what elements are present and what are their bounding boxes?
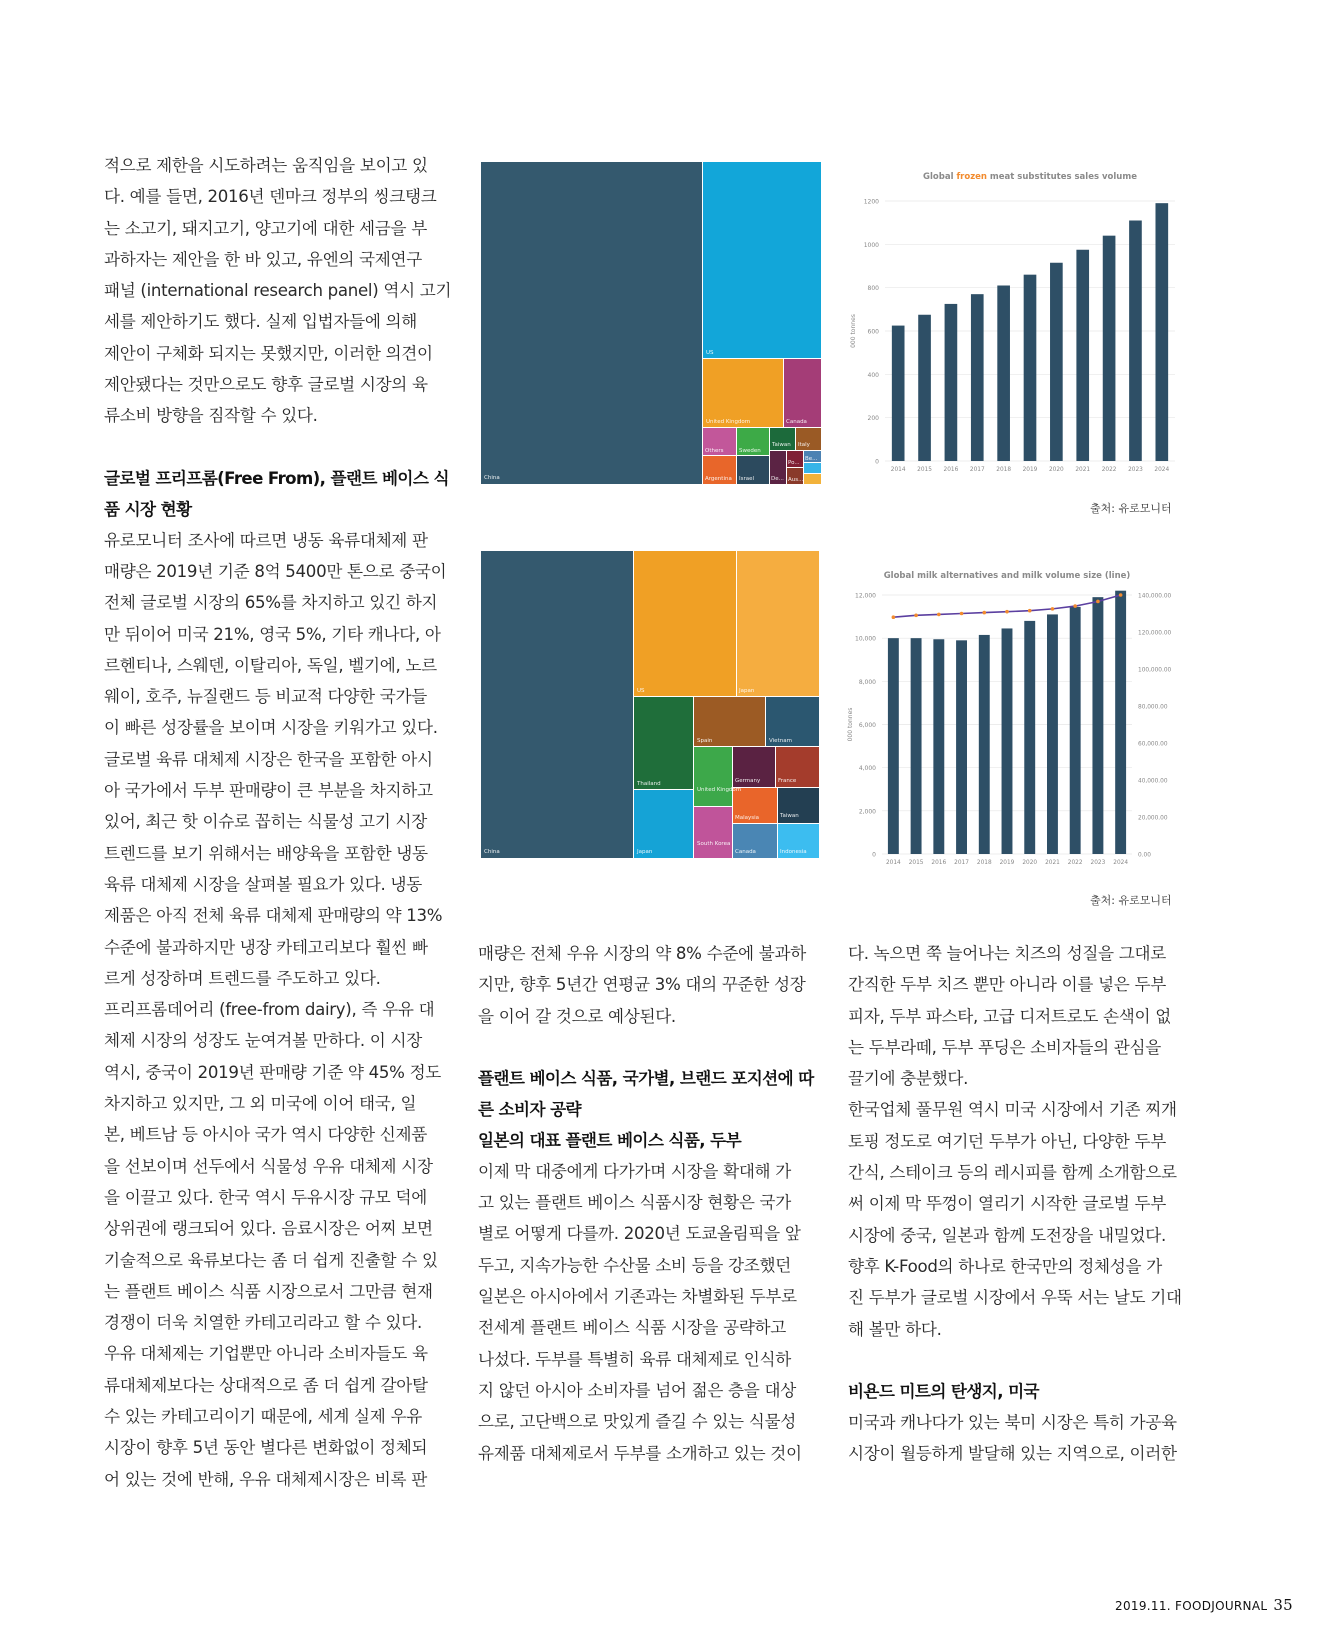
bar — [888, 638, 899, 854]
bar — [997, 286, 1010, 462]
y2-tick-label: 80,000.00 — [1138, 704, 1168, 711]
y-tick-label: 12,000 — [855, 592, 876, 600]
x-tick-label: 2022 — [1067, 860, 1083, 866]
bar — [956, 640, 967, 854]
bar — [1129, 221, 1142, 462]
treemap-frozen-meat-by-country — [481, 162, 821, 484]
treemap-label: Thailand — [637, 781, 661, 787]
treemap-label: US — [637, 688, 645, 694]
series-line — [893, 595, 1120, 617]
text-column-2 — [478, 938, 825, 1469]
x-tick-label: 2020 — [1022, 860, 1038, 866]
line-marker — [1028, 609, 1032, 613]
treemap-label: United Kingdom — [697, 787, 742, 793]
y2-tick-label: 100,000.00 — [1138, 667, 1172, 674]
y-tick-label: 0 — [875, 458, 879, 466]
y-tick-label: 800 — [867, 285, 879, 293]
y-tick-label: 200 — [867, 415, 879, 423]
y2-tick-label: 40,000.00 — [1138, 778, 1168, 785]
line-marker — [937, 613, 941, 617]
treemap-label: Canada — [786, 419, 807, 425]
treemap-cell-uk — [694, 747, 732, 806]
paragraph: 유로모니터 조사에 따르면 냉동 육류대체제 판 매량은 2019년 기준 8억 5400만 톤으로 중국이 전체 글로벌 시장의 65%를 차지하고 있긴 하지 만 뒤이어 미국 21%, 영국 5%, 기타 캐나다, 아 르헨티나, 스웨덴, 이탈리아, 독일, 벨기에, 노르 웨이, 호주, 뉴질랜드 등 비교적 다양한 국가들 이 빠른 성장률을 보이며 시장을 키워가고 있다. 글로벌 육류 대체제 시장은 한국을 포함한 아시 아 국가에서 두부 판매량이 큰 부분을 차지하고 있어, 최근 핫 이슈로 꼽히는 식물성 고기 시장 트렌드를 보기 위해서는 배양육을 포함한 냉동 육류 대체제 시장을 살펴볼 필요가 있다. 냉동 제품은 아직 전체 육류 대체제 판매량의 약 13% 수준에 불과하지만 냉장 카테고리보다 훨씬 빠 르게 성장하며 트렌드를 주도하고 있다. — [104, 530, 447, 988]
bar — [945, 304, 958, 461]
line-marker — [1051, 607, 1055, 611]
source-label: 출처: 유로모니터 — [1090, 502, 1172, 515]
bar — [1070, 607, 1081, 854]
treemap-cell-china — [481, 162, 702, 484]
bar — [1024, 621, 1035, 854]
bar — [1115, 591, 1126, 854]
treemap-label: De... — [771, 476, 784, 482]
paragraph: 매량은 전체 우유 시장의 약 8% 수준에 불과하 지만, 향후 5년간 연평균 3% 대의 꾸준한 성장 을 이어 갈 것으로 예상된다. — [478, 944, 806, 1026]
bar — [1002, 628, 1013, 854]
x-tick-label: 2017 — [954, 860, 969, 866]
treemap-label: Argentina — [705, 476, 732, 482]
bar — [892, 326, 905, 461]
line-marker — [1073, 604, 1077, 608]
treemap-label: US — [706, 350, 714, 356]
treemap-label: Taiwan — [780, 813, 799, 819]
line-marker — [982, 611, 986, 615]
bar — [979, 635, 990, 854]
x-tick-label: 2018 — [996, 467, 1012, 473]
y2-tick-label: 0.00 — [1138, 852, 1151, 859]
treemap-label: China — [484, 849, 500, 855]
bar — [933, 639, 944, 854]
treemap-cell-small-2 — [804, 474, 821, 484]
line-marker — [1005, 610, 1009, 614]
bar — [1047, 614, 1058, 854]
sub-heading: 일본의 대표 플랜트 베이스 식품, 두부 — [478, 1130, 742, 1150]
y-tick-label: 600 — [867, 328, 879, 336]
x-tick-label: 2023 — [1090, 860, 1106, 866]
x-tick-label: 2016 — [931, 860, 947, 866]
treemap-label: Germany — [735, 778, 761, 784]
x-tick-label: 2014 — [885, 860, 901, 866]
x-tick-label: 2024 — [1113, 860, 1129, 866]
y-tick-label: 4,000 — [858, 765, 876, 773]
treemap-label: Spain — [697, 738, 713, 744]
bar — [971, 294, 984, 461]
line-marker — [892, 615, 896, 619]
x-tick-label: 2021 — [1075, 467, 1091, 473]
bar — [1076, 250, 1089, 461]
bar — [1155, 203, 1168, 461]
bar-line-chart-milk-alternatives — [840, 562, 1190, 877]
treemap-label: Canada — [735, 849, 756, 855]
treemap-cell-uk — [703, 359, 783, 427]
y-tick-label: 10,000 — [855, 635, 876, 643]
treemap-label: Malaysia — [735, 815, 760, 821]
page-footer — [1115, 1596, 1293, 1614]
treemap-label: Vietnam — [769, 738, 792, 744]
x-tick-label: 2016 — [943, 467, 959, 473]
paragraph: 미국과 캐나다가 있는 북미 시장은 특히 가공육 시장이 월등하게 발달해 있는 지역으로, 이러한 — [848, 1412, 1177, 1464]
y2-tick-label: 140,000.00 — [1138, 593, 1172, 600]
treemap-cell-thailand — [634, 697, 693, 789]
y-tick-label: 1200 — [863, 198, 879, 206]
bar — [918, 315, 931, 461]
treemap-label: China — [484, 475, 500, 481]
bar — [1092, 597, 1103, 854]
line-marker — [914, 614, 918, 618]
chart-title: Global milk alternatives and milk volume size (line) — [883, 571, 1131, 581]
paragraph: 프리프롬데어리 (free-from dairy), 즉 우유 대 체제 시장의 성장도 눈여겨볼 만하다. 이 시장 역시, 중국이 2019년 판매량 기준 약 45% 정도 차지하고 있지만, 그 외 미국에 이어 태국, 일 본, 베트남 등 아시아 국가 역시 다양한 신제품 을 선보이며 선두에서 식물성 우유 대체제 시장 을 이끌고 있다. 한국 역시 두유시장 규모 덕에 상위권에 랭크되어 있다. 음료시장은 어찌 보면 기술적으로 육류보다는 좀 더 쉽게 진출할 수 있 는 플랜트 베이스 식품 시장으로서 그만큼 현재 경쟁이 더욱 치열한 카테고리라고 할 수 있다. 우유 대체제는 기업뿐만 아니라 소비자들도 육 류대체제보다는 상대적으로 좀 더 쉽게 갈아탈 수 있는 카테고리이기 때문에, 세계 실제 우유 시장이 향후 5년 동안 별다른 변화없이 정체되 어 있는 것에 반해, 우유 대체제시장은 비록 판 — [104, 1000, 442, 1489]
bar-chart-frozen-meat-substitutes — [845, 163, 1185, 483]
treemap-label: Be... — [805, 456, 818, 462]
paragraph: 다. 녹으면 쭉 늘어나는 치즈의 성질을 그대로 간직한 두부 치즈 뿐만 아니라 이를 넣은 두부 피자, 두부 파스타, 고급 디저트로도 손색이 없 는 두부라떼, 두부 푸딩은 소비자들의 관심을 끌기에 충분했다. 한국업체 풀무원 역시 미국 시장에서 기존 찌개 토핑 정도로 여기던 두부가 아닌, 다양한 두부 간식, 스테이크 등의 레시피를 함께 소개함으로 써 이제 막 뚜껑이 열리기 시작한 글로벌 두부 시장에 중국, 일본과 함께 도전장을 내밀었다. 향후 K-Food의 하나로 한국만의 정체성을 가 진 두부가 글로벌 시장에서 우뚝 서는 날도 기대 해 볼만 하다. — [848, 944, 1182, 1339]
line-marker — [1119, 593, 1123, 597]
x-tick-label: 2024 — [1154, 467, 1170, 473]
page-number: 35 — [1273, 1596, 1293, 1614]
y-axis-label: 000 tonnes — [847, 707, 854, 742]
bar — [1050, 263, 1063, 461]
treemap-cell-korea — [694, 807, 732, 858]
treemap-cell-us — [634, 551, 736, 696]
y-tick-label: 2,000 — [858, 808, 876, 816]
y-tick-label: 8,000 — [858, 678, 876, 686]
treemap-milk-alternatives-by-country — [481, 551, 819, 858]
treemap-label: United Kingdom — [706, 419, 751, 425]
treemap-label: France — [778, 778, 797, 784]
treemap-cell-small-1 — [804, 463, 821, 473]
treemap-label: South Korea — [697, 841, 731, 847]
treemap-cell-japan-top — [737, 551, 819, 696]
section-heading: 글로벌 프리프롬(Free From), 플랜트 베이스 식 품 시장 현황 — [104, 468, 449, 519]
paragraph: 이제 막 대중에게 다가가며 시장을 확대해 가 고 있는 플랜트 베이스 식품시장 현황은 국가 별로 어떻게 다를까. 2020년 도쿄올림픽을 앞 두고, 지속가능한 수산물 소비 등을 강조했던 일본은 아시아에서 기존과는 차별화된 두부로 전세계 플랜트 베이스 식품 시장을 공략하고 나섰다. 두부를 특별히 육류 대체제로 인식하 지 않던 아시아 소비자를 넘어 젊은 층을 대상 으로, 고단백으로 맛있게 즐길 수 있는 식물성 유제품 대체제로서 두부를 소개하고 있는 것이 — [478, 1161, 802, 1463]
line-marker — [960, 612, 964, 616]
paragraph: 적으로 제한을 시도하려는 움직임을 보이고 있 다. 예를 들면, 2016년 덴마크 정부의 씽크탱크 는 소고기, 돼지고기, 양고기에 대한 세금을 부 과하자는 제안을 한 바 있고, 유엔의 국제연구 패널 (international research panel) 역시 고기 세를 제안하기도 했다. 실제 입법자들에 의해 제안이 구체화 되지는 못했지만, 이러한 의견이 제안됐다는 것만으로도 향후 글로벌 시장의 육 류소비 방향을 짐작할 수 있다. — [104, 156, 452, 426]
y-tick-label: 400 — [867, 371, 879, 379]
y-tick-label: 0 — [872, 851, 876, 859]
x-tick-label: 2019 — [1022, 467, 1038, 473]
treemap-label: Sweden — [739, 448, 761, 454]
y2-tick-label: 60,000.00 — [1138, 741, 1168, 748]
treemap-label: Po... — [788, 460, 800, 466]
x-tick-label: 2015 — [908, 860, 924, 866]
issue-label: 2019.11. FOODJOURNAL — [1115, 1599, 1268, 1613]
text-column-3 — [848, 938, 1198, 1469]
line-marker — [1096, 600, 1100, 604]
y2-tick-label: 20,000.00 — [1138, 815, 1168, 822]
x-tick-label: 2023 — [1128, 467, 1143, 473]
x-tick-label: 2021 — [1045, 860, 1060, 866]
treemap-label: Italy — [798, 442, 810, 448]
text-column-1 — [104, 150, 454, 1495]
bar — [911, 638, 922, 854]
bar — [1103, 236, 1116, 461]
treemap-label: Taiwan — [772, 442, 791, 448]
x-tick-label: 2022 — [1101, 467, 1117, 473]
y2-tick-label: 120,000.00 — [1138, 630, 1172, 637]
treemap-cell-china — [481, 551, 633, 858]
x-tick-label: 2017 — [969, 467, 985, 473]
y-axis-label: 000 tonnes — [850, 314, 857, 348]
x-tick-label: 2015 — [917, 467, 932, 473]
treemap-cell-canada — [784, 359, 821, 427]
section-heading: 비욘드 미트의 탄생지, 미국 — [848, 1381, 1039, 1401]
source-label: 출처: 유로모니터 — [1090, 894, 1172, 907]
treemap-label: Aus... — [788, 477, 804, 483]
treemap-label: Japan — [637, 849, 653, 855]
treemap-label: Indonesia — [780, 849, 807, 855]
treemap-cell-us — [703, 162, 821, 358]
bar — [1024, 275, 1037, 461]
y-tick-label: 1000 — [863, 241, 879, 249]
treemap-label: Japan — [739, 688, 755, 694]
x-tick-label: 2020 — [1048, 467, 1064, 473]
treemap-label: Israel — [739, 476, 755, 482]
treemap-cell-japan — [634, 790, 693, 858]
x-tick-label: 2018 — [976, 860, 992, 866]
treemap-label: Others — [705, 448, 724, 454]
section-heading: 플랜트 베이스 식품, 국가별, 브랜드 포지션에 따 른 소비자 공략 — [478, 1068, 814, 1119]
chart-title: Global frozen meat substitutes sales volume — [923, 172, 1137, 182]
y-tick-label: 6,000 — [858, 722, 876, 729]
x-tick-label: 2019 — [999, 860, 1015, 866]
x-tick-label: 2014 — [890, 467, 906, 473]
